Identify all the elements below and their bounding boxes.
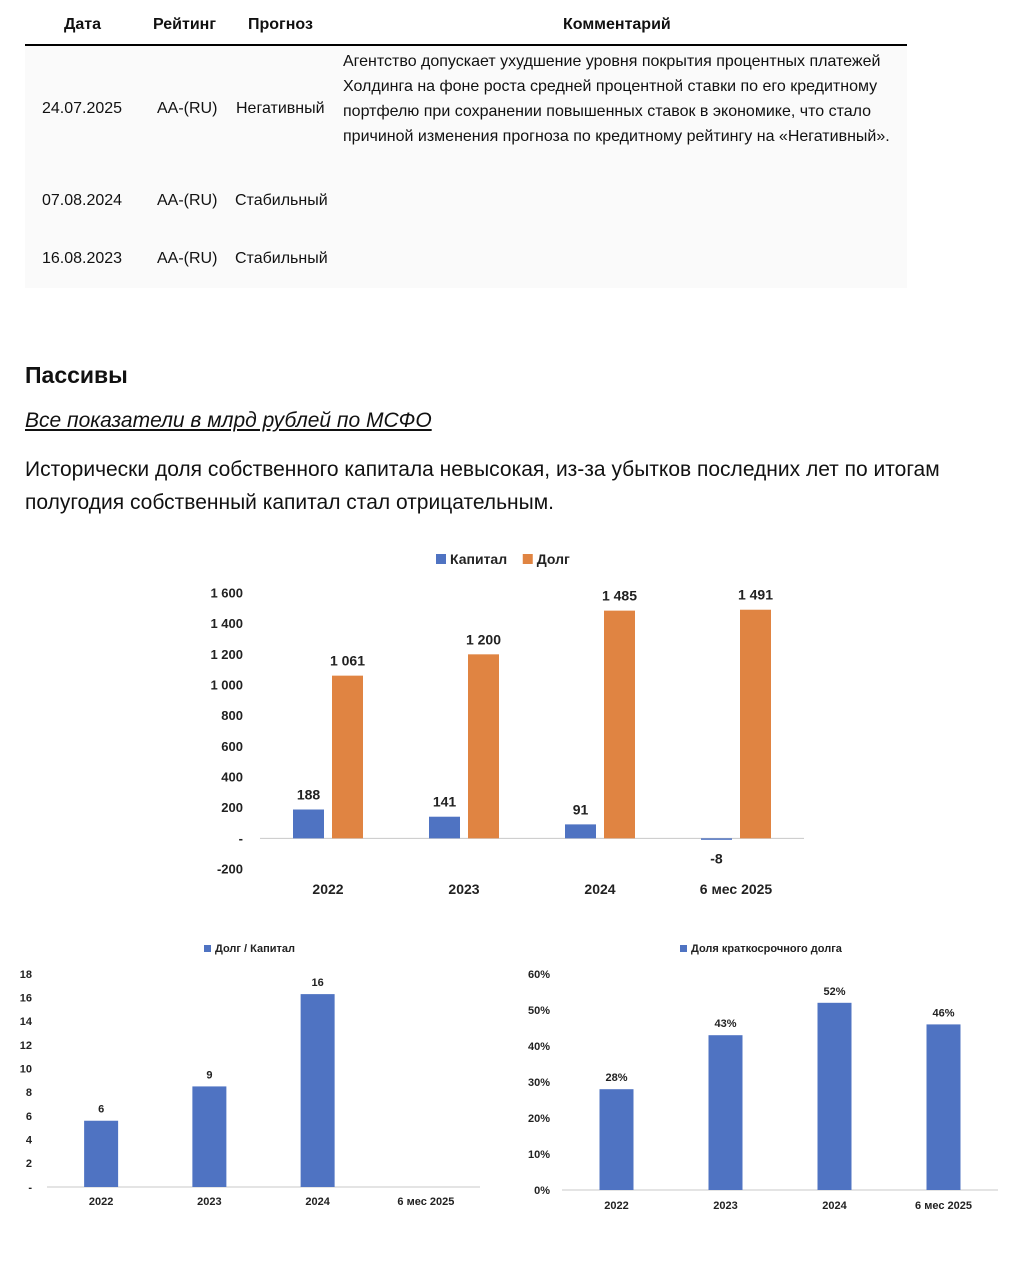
row-outlook: Стабильный: [235, 250, 328, 267]
y-tick-label: 16: [19, 992, 32, 1005]
y-tick-label: 1 600: [210, 585, 243, 601]
data-label: 188: [296, 786, 321, 803]
data-label: 28%: [605, 1072, 628, 1085]
y-tick-label: 14: [19, 1016, 32, 1029]
y-tick-label: 600: [221, 738, 243, 754]
y-tick-label: 400: [221, 769, 243, 785]
data-label: 6: [98, 1103, 105, 1116]
data-label: 91: [572, 801, 589, 818]
y-tick-label: 8: [25, 1087, 32, 1100]
legend-label: Долг: [536, 551, 570, 567]
x-tick-label: 2023: [713, 1200, 738, 1212]
short-term-debt-share-chart: [510, 930, 1010, 1220]
y-tick-label: 1 000: [210, 677, 243, 693]
row-date: 24.07.2025: [42, 100, 123, 117]
row-date: 16.08.2023: [42, 250, 123, 267]
data-label: 43%: [714, 1018, 737, 1031]
y-tick-label: 10%: [527, 1148, 550, 1161]
x-tick-label: 2024: [822, 1200, 847, 1212]
bar: [709, 1035, 743, 1190]
y-tick-label: 200: [221, 800, 243, 816]
data-label: 141: [432, 793, 457, 810]
header-comment: Комментарий: [563, 16, 671, 33]
y-tick-label: 20%: [527, 1112, 550, 1125]
section-subtitle: Все показатели в млрд рублей по МСФО: [25, 409, 432, 432]
row-rating: AA-(RU): [157, 100, 218, 117]
bar: [600, 1089, 634, 1190]
header-rating: Рейтинг: [153, 16, 217, 33]
row-date: 07.08.2024: [42, 192, 123, 209]
section-paragraph: Исторически доля собственного капитала невысокая, из-за убытков последних лет по итогам полугодия собственный капитал стал отрицательным.: [25, 458, 940, 514]
bar: [604, 611, 635, 839]
data-label: 16: [311, 977, 324, 990]
capital-debt-chart: [0, 540, 1017, 910]
legend-swatch: [523, 554, 533, 564]
row-rating: AA-(RU): [157, 250, 218, 267]
x-tick-label: 2023: [448, 881, 480, 897]
row-outlook: Стабильный: [235, 192, 328, 209]
y-tick-label: 2: [25, 1158, 32, 1171]
y-tick-label: -: [28, 1181, 32, 1194]
y-tick-label: 1 400: [210, 616, 243, 632]
header-outlook: Прогноз: [248, 16, 313, 33]
data-label: -8: [710, 850, 723, 867]
y-tick-label: 10: [19, 1063, 32, 1076]
y-tick-label: 18: [19, 968, 32, 981]
y-tick-label: 1 200: [210, 646, 243, 662]
legend-swatch: [436, 554, 446, 564]
row-outlook: Негативный: [236, 100, 325, 117]
legend-swatch: [204, 945, 211, 952]
data-label: 1 491: [737, 586, 774, 603]
bar: [293, 810, 324, 839]
y-tick-label: 40%: [527, 1040, 550, 1053]
bar: [740, 610, 771, 839]
bar: [429, 817, 460, 839]
bar: [565, 824, 596, 838]
y-tick-label: 0%: [534, 1184, 550, 1197]
x-tick-label: 2024: [584, 881, 616, 897]
data-label: 1 061: [329, 652, 366, 669]
x-tick-label: 2023: [197, 1196, 222, 1208]
y-tick-label: -200: [216, 861, 243, 877]
x-tick-label: 6 мес 2025: [397, 1196, 455, 1208]
data-label: 52%: [823, 985, 846, 998]
legend-label: Долг / Капитал: [215, 943, 296, 955]
bar: [927, 1024, 961, 1190]
y-tick-label: 6: [25, 1110, 32, 1123]
section-title: Пассивы: [25, 362, 128, 388]
data-label: 1 485: [601, 587, 638, 604]
x-tick-label: 2024: [305, 1196, 330, 1208]
row-comment: Агентство допускает ухудшение уровня покрытия процентных платежей Холдинга на фоне роста средней процентной ставки по его кредитному портфелю при сохранении повышенных ставок в экономике, что стало причиной изменения прогноза по кредитному рейтингу на «Негативный».: [343, 53, 890, 145]
data-label: 46%: [932, 1007, 955, 1020]
legend-swatch: [680, 945, 687, 952]
y-tick-label: 30%: [527, 1076, 550, 1089]
x-tick-label: 6 мес 2025: [699, 881, 773, 897]
y-tick-label: 4: [25, 1134, 32, 1147]
y-tick-label: 50%: [527, 1004, 550, 1017]
data-label: 9: [206, 1069, 213, 1082]
bar: [84, 1121, 118, 1187]
legend-label: Доля краткосрочного долга: [691, 943, 842, 955]
x-tick-label: 2022: [312, 881, 344, 897]
bar: [192, 1086, 226, 1187]
data-label: 1 200: [465, 631, 502, 648]
legend-label: Капитал: [450, 551, 508, 567]
bar: [468, 654, 499, 838]
bar: [701, 838, 732, 840]
row-rating: AA-(RU): [157, 192, 218, 209]
bar: [818, 1003, 852, 1190]
x-tick-label: 6 мес 2025: [915, 1200, 972, 1212]
y-tick-label: -: [238, 830, 243, 846]
y-tick-label: 800: [221, 708, 243, 724]
table-header-rule: [25, 44, 907, 46]
header-date: Дата: [64, 16, 102, 33]
x-tick-label: 2022: [88, 1196, 114, 1208]
bar: [301, 994, 335, 1187]
x-tick-label: 2022: [604, 1200, 629, 1212]
y-tick-label: 60%: [527, 968, 550, 981]
bar: [332, 676, 363, 839]
y-tick-label: 12: [19, 1039, 32, 1052]
debt-to-capital-chart: [0, 930, 500, 1220]
